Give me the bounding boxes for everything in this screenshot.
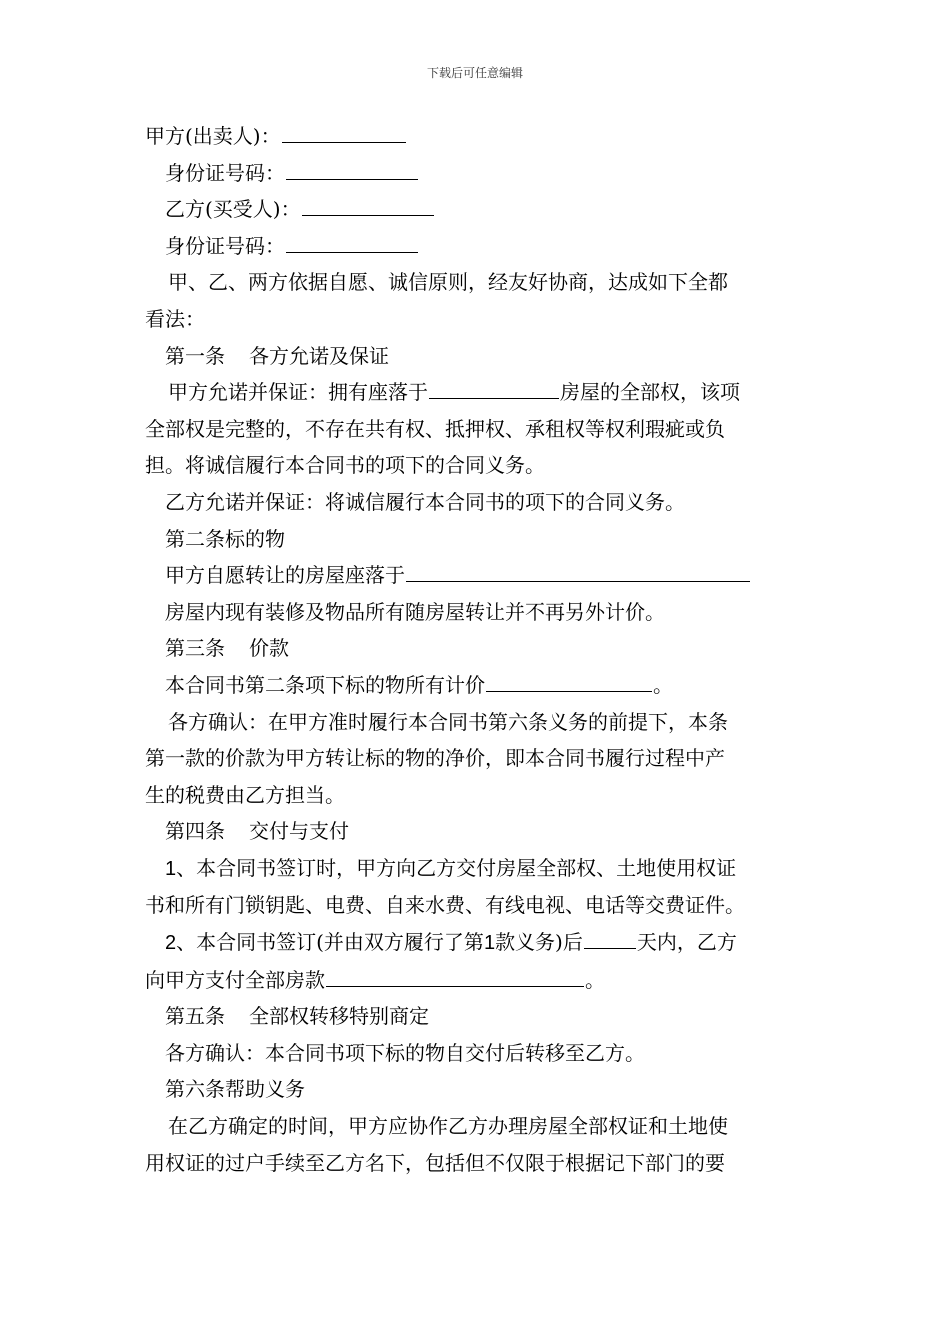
article-1-para-1-line-1 <box>145 374 810 411</box>
party-b-line <box>145 191 810 228</box>
article-3-para-2-line-1: 各方确认：在甲方准时履行本合同书第六条义务的前提下，本条 <box>168 709 728 734</box>
party-a-label: 甲方(出卖人)： <box>145 124 281 148</box>
article-4-heading: 交付与支付 <box>249 819 349 844</box>
article-5-heading: 全部权转移特别商定 <box>249 1004 429 1029</box>
article-3-para-2-line-3: 生的税费由乙方担当。 <box>145 782 345 807</box>
article-1-para-2: 乙方允诺并保证：将诚信履行本合同书的项下的合同义务。 <box>165 489 685 514</box>
article-4-title <box>145 813 810 850</box>
article-1-para-1-text-b: 房屋的全部权，该项 <box>560 380 740 405</box>
article-3-heading: 价款 <box>249 636 289 661</box>
article-1-para-1-line-3: 担。将诚信履行本合同书的项下的合同义务。 <box>145 453 545 478</box>
party-a-id-blank[interactable] <box>286 159 418 180</box>
party-b-blank[interactable] <box>302 195 434 216</box>
party-a-line <box>145 118 810 155</box>
article-5-para-1: 各方确认：本合同书项下标的物自交付后转移至乙方。 <box>165 1040 645 1065</box>
article-1-heading: 各方允诺及保证 <box>249 343 389 368</box>
article-4-item-2-number: 2 <box>165 932 177 955</box>
article-3-para-1-end: 。 <box>653 672 673 697</box>
article-2-para-1-text: 甲方自愿转让的房屋座落于 <box>165 563 405 588</box>
property-location-blank[interactable] <box>429 378 559 399</box>
article-4-para-2-line-2 <box>145 962 810 999</box>
price-blank[interactable] <box>486 671 652 692</box>
article-2-para-2: 房屋内现有装修及物品所有随房屋转让并不再另外计价。 <box>165 599 665 624</box>
article-4-item-1-number: 1 <box>165 857 177 880</box>
article-6-title: 第六条帮助义务 <box>165 1077 305 1102</box>
article-6-para-1-line-1: 在乙方确定的时间，甲方应协作乙方办理房屋全部权证和土地使 <box>168 1114 728 1139</box>
days-blank[interactable] <box>584 928 636 949</box>
article-2-para-1 <box>145 557 810 594</box>
contract-body <box>145 118 810 1181</box>
article-4-para-1-line-2: 书和所有门锁钥匙、电费、自来水费、有线电视、电话等交费证件。 <box>145 893 745 918</box>
article-4-item-2-text-b: 款义务)后 <box>495 930 583 955</box>
party-b-id-line <box>145 228 810 265</box>
article-4-para-1-line-1 <box>145 850 810 888</box>
party-b-id-label: 身份证号码： <box>165 233 285 258</box>
article-3-para-1 <box>145 667 810 704</box>
article-1-para-1-line-2: 全部权是完整的，不存在共有权、抵押权、承租权等权利瑕疵或负 <box>145 416 725 441</box>
article-6-para-1-line-2: 用权证的过户手续至乙方名下，包括但不仅限于根据记下部门的要 <box>145 1150 725 1175</box>
article-1-number: 第一条 <box>165 343 225 368</box>
article-4-number: 第四条 <box>165 819 225 844</box>
article-3-title <box>145 630 810 667</box>
article-4-item-1-text: 、本合同书签订时，甲方向乙方交付房屋全部权、土地使用权证 <box>176 855 737 880</box>
page-header-note: 下载后可任意编辑 <box>426 66 523 80</box>
intro-line-1: 甲、乙、两方依据自愿、诚信原则，经友好协商，达成如下全都 <box>168 270 728 295</box>
article-1-title <box>145 338 810 375</box>
article-2-title: 第二条标的物 <box>165 526 285 551</box>
article-3-para-2-line-2: 第一款的价款为甲方转让标的物的净价，即本合同书履行过程中产 <box>145 746 725 771</box>
party-a-id-line <box>145 155 810 192</box>
intro-line-2: 看法： <box>145 306 205 331</box>
party-b-id-blank[interactable] <box>286 232 418 253</box>
article-4-item-2-line-2-end: 。 <box>585 967 605 992</box>
article-4-item-2-text-c: 天内，乙方 <box>636 930 737 955</box>
article-4-item-2-text-a: 、本合同书签订(并由双方履行了第 <box>176 930 484 955</box>
article-1-para-1-text-a: 甲方允诺并保证：拥有座落于 <box>168 380 428 405</box>
article-3-para-1-text: 本合同书第二条项下标的物所有计价 <box>165 672 485 697</box>
article-3-number: 第三条 <box>165 636 225 661</box>
article-4-item-2-ref-number: 1 <box>483 932 496 955</box>
party-a-id-label: 身份证号码： <box>165 160 285 185</box>
article-5-title <box>145 998 810 1035</box>
party-b-label: 乙方(买受人)： <box>165 197 301 222</box>
transfer-location-blank[interactable] <box>406 561 750 582</box>
article-4-para-2-line-1 <box>145 924 810 962</box>
payment-amount-blank[interactable] <box>326 966 584 987</box>
article-5-number: 第五条 <box>165 1004 225 1029</box>
party-a-blank[interactable] <box>282 122 406 143</box>
article-4-item-2-line-2-text: 向甲方支付全部房款 <box>145 967 325 992</box>
